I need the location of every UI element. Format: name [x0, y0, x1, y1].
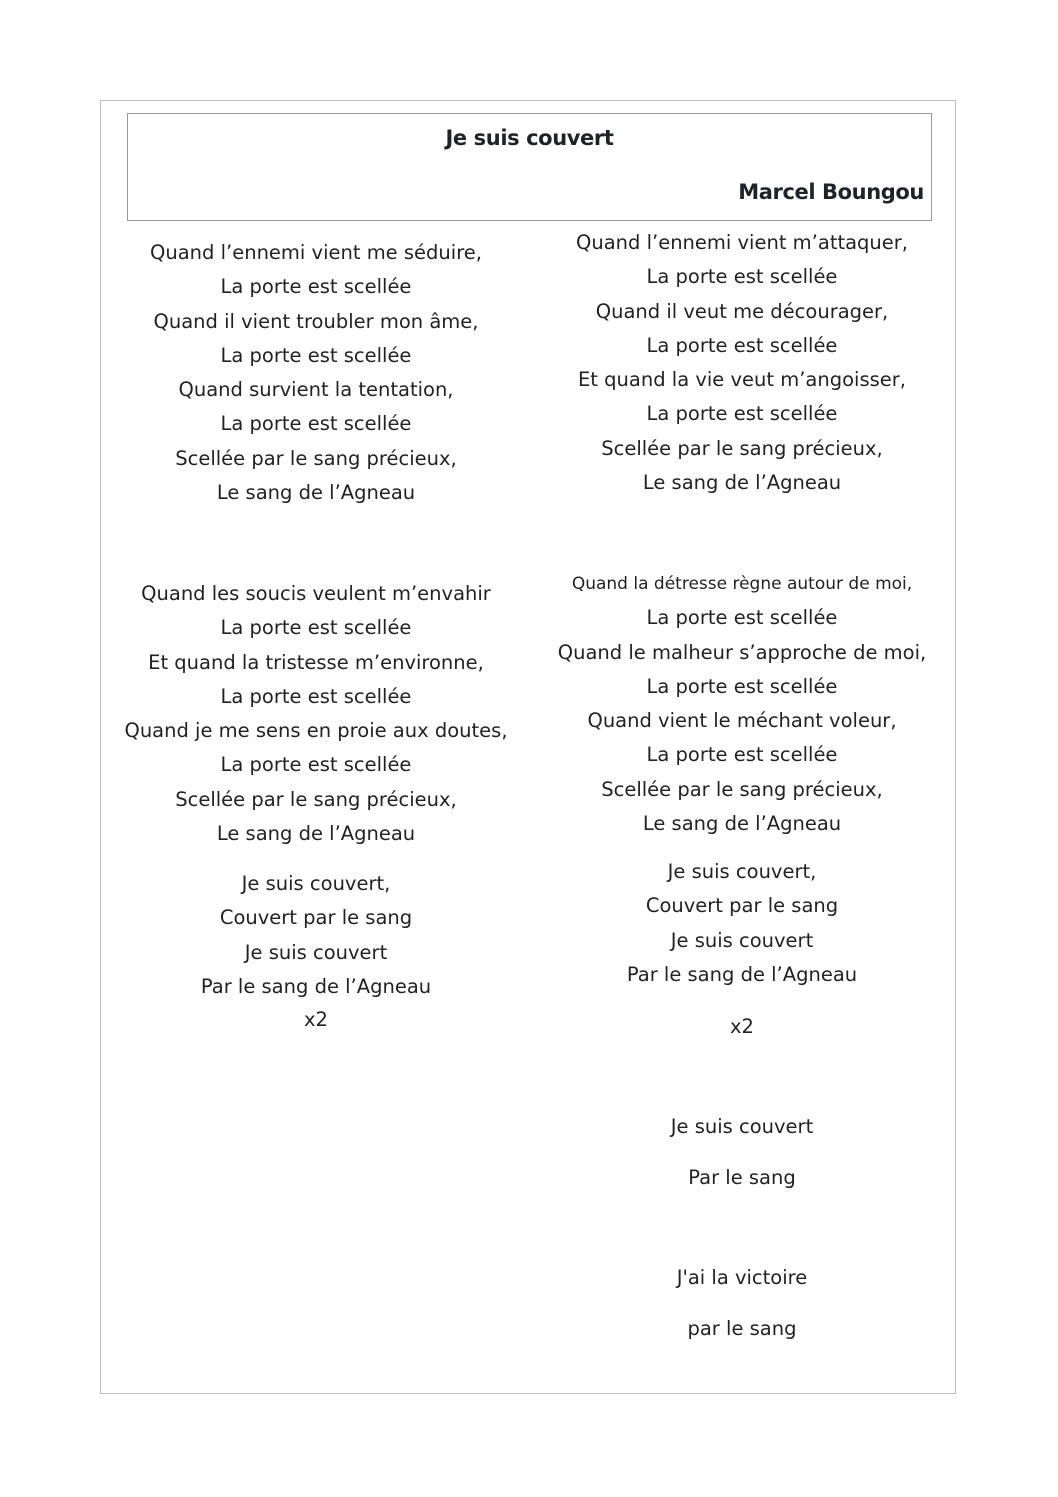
left-chorus	[101, 867, 531, 1036]
lyric-line: Quand il veut me décourager,	[595, 299, 889, 323]
lyric-line: Quand les soucis veulent m’envahir	[141, 582, 491, 605]
lyric-line: Scellée par le sang précieux,	[601, 436, 883, 460]
right-chorus	[527, 855, 957, 992]
lyric-line: Scellée par le sang précieux,	[175, 446, 457, 470]
ending-line: Je suis couvert	[670, 1115, 814, 1138]
ending-line: par le sang	[687, 1317, 797, 1340]
lyric-line: Couvert par le sang	[645, 894, 839, 918]
lyric-line: Quand il vient troubler mon âme,	[153, 309, 479, 333]
lyric-line: Le sang de l’Agneau	[642, 812, 842, 836]
right-verse-1	[527, 226, 957, 500]
lyric-line: La porte est scellée	[220, 684, 412, 708]
ending-line: J'ai la victoire	[676, 1266, 808, 1289]
lyric-line: La porte est scellée	[220, 753, 412, 777]
lyric-line: Quand l’ennemi vient m’attaquer,	[575, 231, 909, 254]
lyric-line: La porte est scellée	[646, 265, 838, 289]
lyric-line: La porte est scellée	[646, 606, 838, 630]
lyric-line: La porte est scellée	[646, 333, 838, 357]
song-title: Je suis couvert	[445, 126, 614, 150]
lyric-line: Je suis couvert	[244, 940, 388, 964]
lyric-line: Quand la détresse règne autour de moi,	[571, 574, 913, 594]
lyric-line: Couvert par le sang	[219, 906, 413, 930]
repeat-marker: x2	[304, 1008, 328, 1032]
lyric-line: Par le sang de l’Agneau	[200, 974, 432, 998]
lyric-line: Je suis couvert,	[241, 872, 391, 895]
lyric-line: La porte est scellée	[646, 674, 838, 698]
repeat-marker: x2	[730, 1015, 754, 1038]
lyric-line: Et quand la tristesse m’environne,	[148, 650, 484, 674]
left-verse-2	[101, 577, 531, 851]
lyric-line: Le sang de l’Agneau	[216, 481, 416, 505]
lyric-line: Quand survient la tentation,	[178, 378, 454, 402]
ending-line: Par le sang	[688, 1166, 796, 1189]
lyric-line: Quand je me sens en proie aux doutes,	[124, 719, 508, 743]
lyric-line: Par le sang de l’Agneau	[626, 962, 858, 986]
lyric-line: Le sang de l’Agneau	[216, 822, 416, 846]
right-verse-2	[527, 567, 957, 841]
left-verse-1	[101, 236, 531, 510]
lyric-line: La porte est scellée	[220, 412, 412, 436]
lyric-line: Je suis couvert	[670, 928, 814, 952]
lyric-line: La porte est scellée	[646, 402, 838, 426]
song-author: Marcel Boungou	[738, 180, 924, 204]
lyric-line: Quand le malheur s’approche de moi,	[557, 640, 927, 664]
lyric-line: Le sang de l’Agneau	[642, 471, 842, 495]
lyric-line: Je suis couvert,	[667, 860, 817, 883]
lyric-line: Quand vient le méchant voleur,	[587, 709, 897, 733]
lyric-line: La porte est scellée	[220, 616, 412, 640]
lyric-line: La porte est scellée	[220, 343, 412, 367]
lyric-line: La porte est scellée	[220, 275, 412, 299]
lyric-line: Quand l’ennemi vient me séduire,	[150, 241, 482, 264]
song-header	[127, 113, 932, 221]
lyric-line: La porte est scellée	[646, 743, 838, 767]
lyric-line: Scellée par le sang précieux,	[601, 777, 883, 801]
lyric-line: Scellée par le sang précieux,	[175, 787, 457, 811]
lyric-line: Et quand la vie veut m’angoisser,	[577, 368, 906, 392]
